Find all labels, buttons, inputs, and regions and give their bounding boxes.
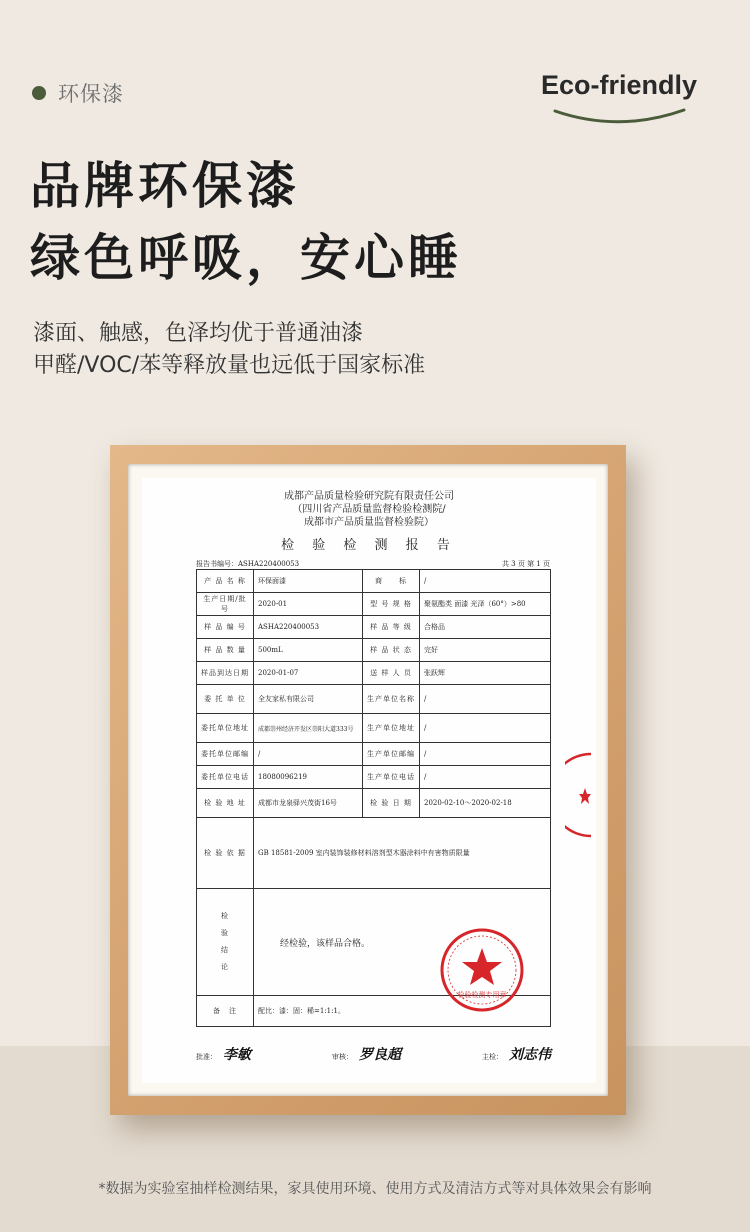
row-label: 检 验 日 期 xyxy=(363,789,420,818)
approver xyxy=(196,1044,251,1064)
report-page-info: 共 3 页 第 1 页 xyxy=(501,560,550,568)
row-value: 2020-01-07 xyxy=(254,662,363,685)
inspection-report-document xyxy=(142,478,596,1083)
row-value: / xyxy=(420,570,551,593)
table-row xyxy=(197,616,551,639)
checker xyxy=(482,1044,551,1064)
remark-value: 配比：漆：固：稀=1:1:1。 xyxy=(254,996,551,1027)
table-row xyxy=(197,789,551,818)
row-label: 生产单位邮编 xyxy=(363,743,420,766)
seam-stamp-icon xyxy=(565,750,591,840)
approve-label: 批准： xyxy=(196,1053,217,1061)
headline-line-2: 绿色呼吸，安心睡 xyxy=(30,229,462,287)
row-value: 环保面漆 xyxy=(254,570,363,593)
row-value: 成都市龙泉驿兴茂街16号 xyxy=(254,789,363,818)
row-value: / xyxy=(420,685,551,714)
report-org-line-3: 成都市产品质量监督检验院） xyxy=(304,517,434,528)
row-label: 委托单位邮编 xyxy=(197,743,254,766)
row-label: 样 品 编 号 xyxy=(197,616,254,639)
row-label: 生产单位电话 xyxy=(363,766,420,789)
row-label: 检 验 地 址 xyxy=(197,789,254,818)
row-value: ASHA220400053 xyxy=(254,616,363,639)
row-value: 合格品 xyxy=(420,616,551,639)
conclusion-label: 检 验 结 论 xyxy=(197,889,254,996)
row-label: 生产日期/批号 xyxy=(197,593,254,616)
footnote: *数据为实验室抽样检测结果，家具使用环境、使用方式及清洁方式等对具体效果会有影响 xyxy=(98,1181,652,1197)
row-label: 委 托 单 位 xyxy=(197,685,254,714)
category-tag xyxy=(32,78,124,108)
report-title: 检 验 检 测 报 告 xyxy=(281,538,457,553)
row-value: 18080096219 xyxy=(254,766,363,789)
row-label: 委托单位电话 xyxy=(197,766,254,789)
conclusion-value: 经检验，该样品合格。 xyxy=(280,938,371,949)
basis-value: GB 18581-2009 室内装饰装修材料溶剂型木器涂料中有害物质限量 xyxy=(254,818,551,889)
report-number: 报告书编号：ASHA220400053 xyxy=(196,560,300,568)
row-label: 样 品 数 量 xyxy=(197,639,254,662)
reviewer xyxy=(332,1044,401,1064)
subtitle-line-2: 甲醛/VOC/苯等释放量也远低于国家标准 xyxy=(33,353,426,378)
row-label: 样品到达日期 xyxy=(197,662,254,685)
row-label: 样 品 等 级 xyxy=(363,616,420,639)
subtitle xyxy=(33,318,425,382)
row-label: 产 品 名 称 xyxy=(197,570,254,593)
row-label: 生产单位名称 xyxy=(363,685,420,714)
row-label: 委托单位地址 xyxy=(197,714,254,743)
eco-friendly-label: Eco-friendly xyxy=(540,70,698,100)
table-row xyxy=(197,639,551,662)
approve-signature: 李敏 xyxy=(223,1047,251,1063)
official-red-stamp-icon xyxy=(438,926,526,1014)
signature-row xyxy=(196,1044,551,1064)
row-label: 样 品 状 态 xyxy=(363,639,420,662)
smile-curve-icon xyxy=(552,107,687,125)
table-row xyxy=(197,662,551,685)
table-row xyxy=(197,766,551,789)
row-label: 送 样 人 员 xyxy=(363,662,420,685)
row-value: 张跃辉 xyxy=(420,662,551,685)
row-label: 生产单位地址 xyxy=(363,714,420,743)
row-value: / xyxy=(420,766,551,789)
report-meta xyxy=(196,559,550,569)
check-label: 主检： xyxy=(482,1053,503,1061)
review-label: 审核： xyxy=(332,1053,353,1061)
report-org-line-2: （四川省产品质量监督检验检测院/ xyxy=(292,504,446,515)
table-row xyxy=(197,593,551,616)
row-value: / xyxy=(420,743,551,766)
subtitle-line-1: 漆面、触感，色泽均优于普通油漆 xyxy=(33,321,364,346)
table-row xyxy=(197,570,551,593)
check-signature: 刘志伟 xyxy=(509,1047,551,1063)
row-label: 型 号 规 格 xyxy=(363,593,420,616)
row-value: 2020-02-10～2020-02-18 xyxy=(420,789,551,818)
row-value: 成都崇州经济开发区崇阳大道333号 xyxy=(254,714,363,743)
row-value: 500mL xyxy=(254,639,363,662)
table-row xyxy=(197,714,551,743)
row-value: 聚氨酯类 面漆 光泽（60°）>80 xyxy=(420,593,551,616)
row-label: 商 标 xyxy=(363,570,420,593)
row-value: 全友家私有限公司 xyxy=(254,685,363,714)
table-row xyxy=(197,818,551,889)
remark-label: 备 注 xyxy=(197,996,254,1027)
row-value: 2020-01 xyxy=(254,593,363,616)
row-value: / xyxy=(420,714,551,743)
stamp-text: 检验检测专用章 xyxy=(457,991,507,999)
basis-label: 检 验 依 据 xyxy=(197,818,254,889)
row-value: 完好 xyxy=(420,639,551,662)
review-signature: 罗良超 xyxy=(359,1047,401,1063)
table-row xyxy=(197,685,551,714)
table-row xyxy=(197,743,551,766)
green-dot-icon xyxy=(32,86,46,100)
eco-friendly-badge xyxy=(534,70,704,125)
row-value: / xyxy=(254,743,363,766)
headline-line-1: 品牌环保漆 xyxy=(30,157,300,215)
category-tag-label: 环保漆 xyxy=(58,82,124,106)
report-org-line-1: 成都产品质量检验研究院有限责任公司 xyxy=(284,491,454,502)
